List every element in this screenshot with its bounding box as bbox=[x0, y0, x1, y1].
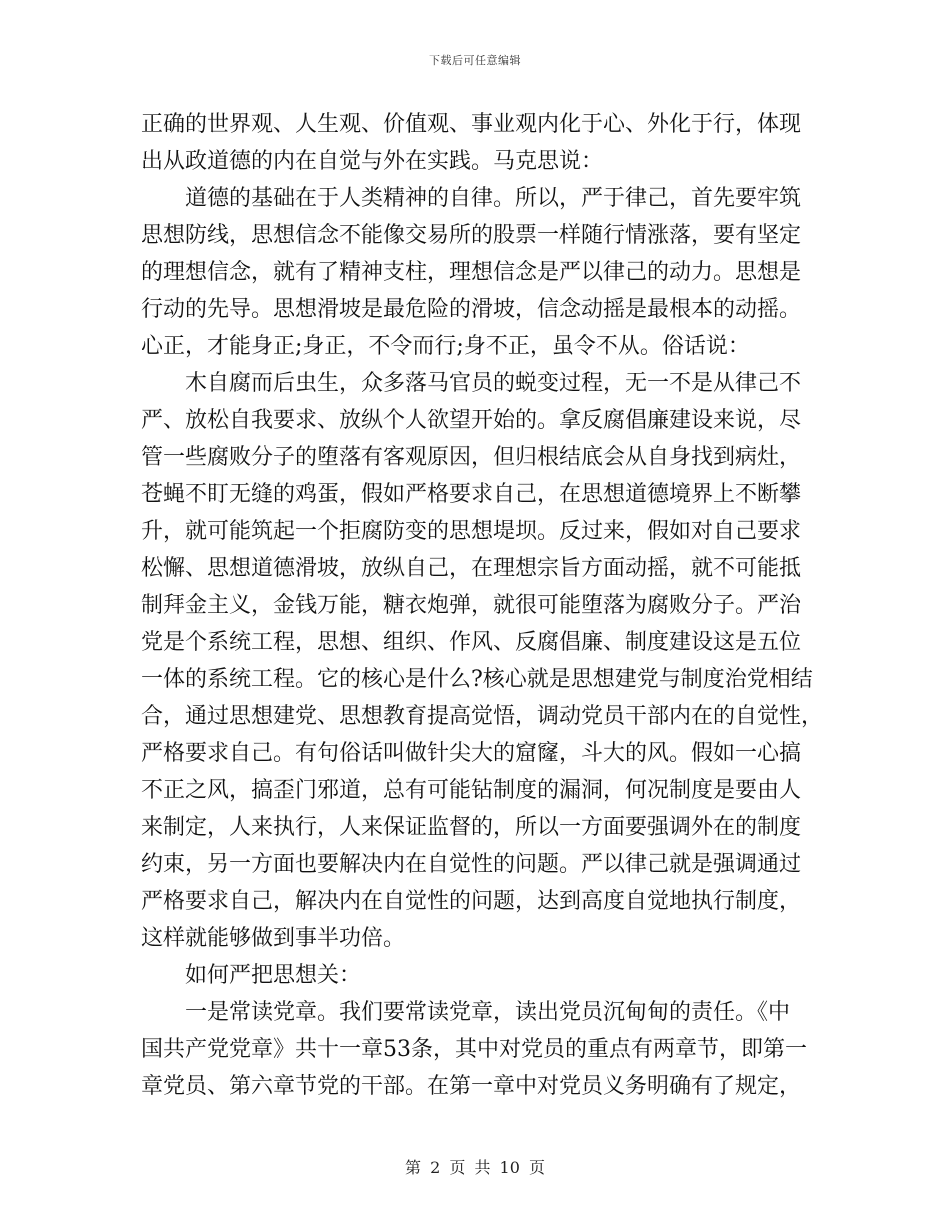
text-line: 的理想信念，就有了精神支柱，理想信念是严以律己的动力。思想是 bbox=[141, 260, 802, 285]
page-header: 下载后可任意编辑 bbox=[429, 54, 521, 67]
text-line: 这样就能够做到事半功倍。 bbox=[141, 926, 406, 951]
text-line: 制拜金主义，金钱万能，糖衣炮弹，就很可能堕落为腐败分子。严治 bbox=[141, 593, 802, 618]
text-line: 合，通过思想建党、思想教育提高觉悟，调动党员干部内在的自觉性， bbox=[141, 704, 824, 729]
text-line: 一体的系统工程。它的核心是什么?核心就是思想建党与制度治党相结 bbox=[141, 667, 813, 692]
text-line: 党是个系统工程，思想、组织、作风、反腐倡廉、制度建设这是五位 bbox=[141, 630, 802, 655]
text-line: 升，就可能筑起一个拒腐防变的思想堤坝。反过来，假如对自己要求 bbox=[141, 519, 802, 544]
text-line: 心正，才能身正;身正，不令而行;身不正，虽令不从。俗话说： bbox=[141, 334, 750, 359]
text-line: 行动的先导。思想滑坡是最危险的滑坡，信念动摇是最根本的动摇。 bbox=[141, 297, 802, 322]
text-line: 章党员、第六章节党的干部。在第一章中对党员义务明确有了规定， bbox=[141, 1074, 802, 1099]
text-line: 正确的世界观、人生观、价值观、事业观内化于心、外化于行，体现 bbox=[141, 112, 802, 137]
text-line: 严格要求自己。有句俗话叫做针尖大的窟窿，斗大的风。假如一心搞 bbox=[141, 741, 802, 766]
text-line: 来制定，人来执行，人来保证监督的，所以一方面要强调外在的制度 bbox=[141, 815, 802, 840]
text-line: 苍蝇不盯无缝的鸡蛋，假如严格要求自己，在思想道德境界上不断攀 bbox=[141, 482, 802, 507]
text-line: 如何严把思想关： bbox=[141, 963, 362, 988]
text-line: 严、放松自我要求、放纵个人欲望开始的。拿反腐倡廉建设来说，尽 bbox=[141, 408, 802, 433]
text-line: 约束，另一方面也要解决内在自觉性的问题。严以律己就是强调通过 bbox=[141, 852, 802, 877]
page-footer: 第 2 页 共 10 页 bbox=[405, 1158, 545, 1177]
text-line: 管一些腐败分子的堕落有客观原因，但归根结底会从自身找到病灶， bbox=[141, 445, 802, 470]
text-line: 出从政道德的内在自觉与外在实践。马克思说： bbox=[141, 149, 604, 174]
text-line: 松懈、思想道德滑坡，放纵自己，在理想宗旨方面动摇，就不可能抵 bbox=[141, 556, 802, 581]
text-line: 木自腐而后虫生，众多落马官员的蜕变过程，无一不是从律己不 bbox=[141, 371, 802, 396]
text-line: 思想防线，思想信念不能像交易所的股票一样随行情涨落，要有坚定 bbox=[141, 223, 802, 248]
text-line: 不正之风，搞歪门邪道，总有可能钻制度的漏洞，何况制度是要由人 bbox=[141, 778, 802, 803]
document-body bbox=[141, 106, 824, 1105]
text-line: 道德的基础在于人类精神的自律。所以，严于律己，首先要牢筑 bbox=[141, 186, 802, 211]
text-line: 一是常读党章。我们要常读党章，读出党员沉甸甸的责任。《中 bbox=[141, 1000, 791, 1025]
text-line: 严格要求自己，解决内在自觉性的问题，达到高度自觉地执行制度， bbox=[141, 889, 802, 914]
text-line: 国共产党党章》共十一章53条，其中对党员的重点有两章节，即第一 bbox=[141, 1037, 807, 1062]
